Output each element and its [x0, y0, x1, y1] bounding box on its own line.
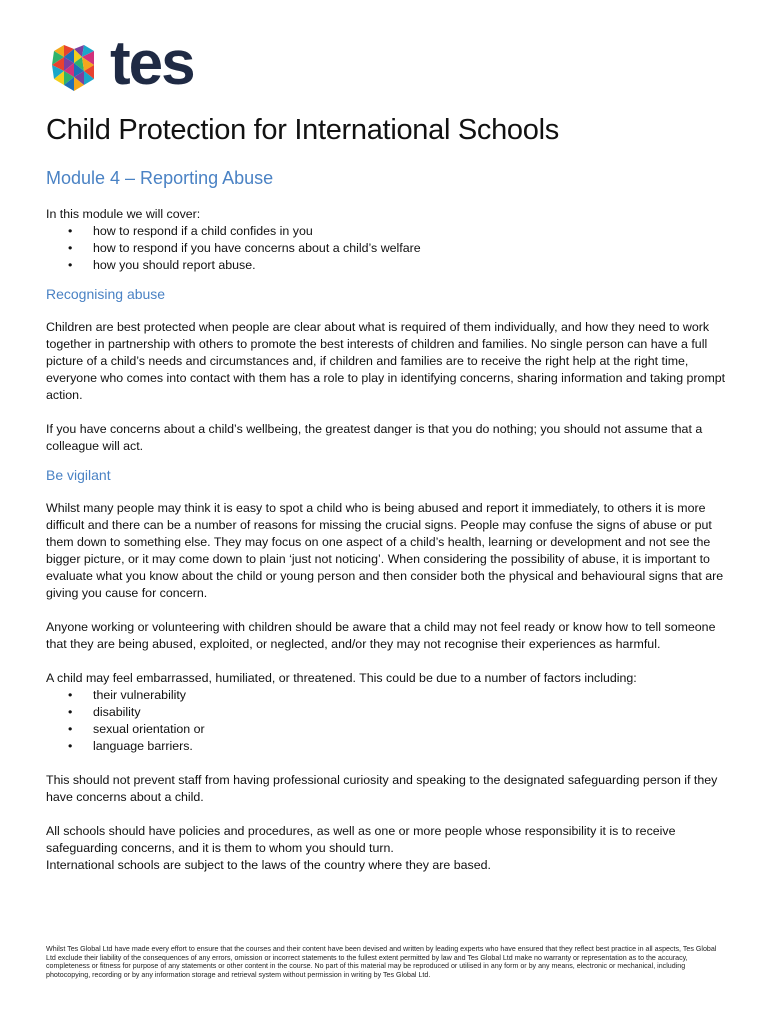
paragraph: If you have concerns about a child’s wellbeing, the greatest danger is that you do nothing; you should not assume that a colleague will act. [46, 422, 703, 453]
intro-text: In this module we will cover: [46, 207, 201, 221]
tes-logo [46, 29, 194, 98]
legal-disclaimer: Whilst Tes Global Ltd have made every effort to ensure that the courses and their content have been devised and written by leading experts who have ensured that they reflect best practice in all aspects, Tes Global Ltd exclude their liability of the consequences of any errors, omission or incorrect statements to the fullest extent permitted by law and Tes Global Ltd make no warranty or representation as to the accuracy, completeness or fitness for purpose of any statements or other content in the course. No part of this material may be reproduced or utilised in any form or by any means, electronic or mechanical, including photocopying, recording or by any information storage and retrieval system without permission in writing by Tes Global Ltd. [46, 945, 717, 979]
paragraph: All schools should have policies and procedures, as well as one or more people whose responsibility it is to receive safeguarding concerns, and it is them to whom you should turn. [46, 824, 676, 855]
paragraph: Children are best protected when people are clear about what is required of them individually, and how they need to work together in partnership with others to promote the best interests of children and families. No single person can have a full picture of a child’s needs and circumstances and, if children and families are to receive the right help at the right time, everyone who comes into contact with them has a role to play in identifying concerns, sharing information and taking prompt action. [46, 320, 726, 402]
intro-bullet: • how you should report abuse. [46, 257, 726, 274]
tes-logo-icon [46, 41, 106, 97]
paragraph: A child may feel embarrassed, humiliated, or threatened. This could be due to a number of factors including: [46, 671, 637, 685]
intro-bullet: • how to respond if you have concerns about a child’s welfare [46, 240, 726, 257]
factor-bullet: • disability [46, 704, 726, 721]
intro-bullet-list [46, 223, 726, 274]
page-title: Child Protection for International Schools [46, 114, 559, 146]
section-heading-be-vigilant: Be vigilant [46, 467, 111, 483]
factor-bullet: • language barriers. [46, 738, 726, 755]
intro-bullet: • how to respond if a child confides in you [46, 223, 726, 240]
module-title: Module 4 – Reporting Abuse [46, 168, 274, 188]
factor-bullet-list [46, 687, 726, 755]
paragraph: International schools are subject to the laws of the country where they are based. [46, 858, 491, 872]
section-heading-recognising-abuse: Recognising abuse [46, 286, 166, 302]
paragraph: Anyone working or volunteering with children should be aware that a child may not feel ready or know how to tell someone that they are being abused, exploited, or neglected, and/or they may not recognise their experiences as harmful. [46, 620, 716, 651]
paragraph: Whilst many people may think it is easy to spot a child who is being abused and report it immediately, to others it is more difficult and there can be a number of reasons for missing the crucial signs. People may confuse the signs of abuse or put them down to something else. They may focus on one aspect of a child’s health, learning or development and not see the bigger picture, or it may come down to plain ‘just not noticing’. When considering the possibility of abuse, it is important to evaluate what you know about the child or young person and then consider both the physical and behavioural signs that are giving you cause for concern. [46, 501, 724, 600]
paragraph: This should not prevent staff from having professional curiosity and speaking to the designated safeguarding person if they have concerns about a child. [46, 773, 718, 804]
factor-bullet: • sexual orientation or [46, 721, 726, 738]
tes-wordmark: tes [110, 29, 194, 98]
document-body [46, 206, 726, 874]
factor-bullet: • their vulnerability [46, 687, 726, 704]
